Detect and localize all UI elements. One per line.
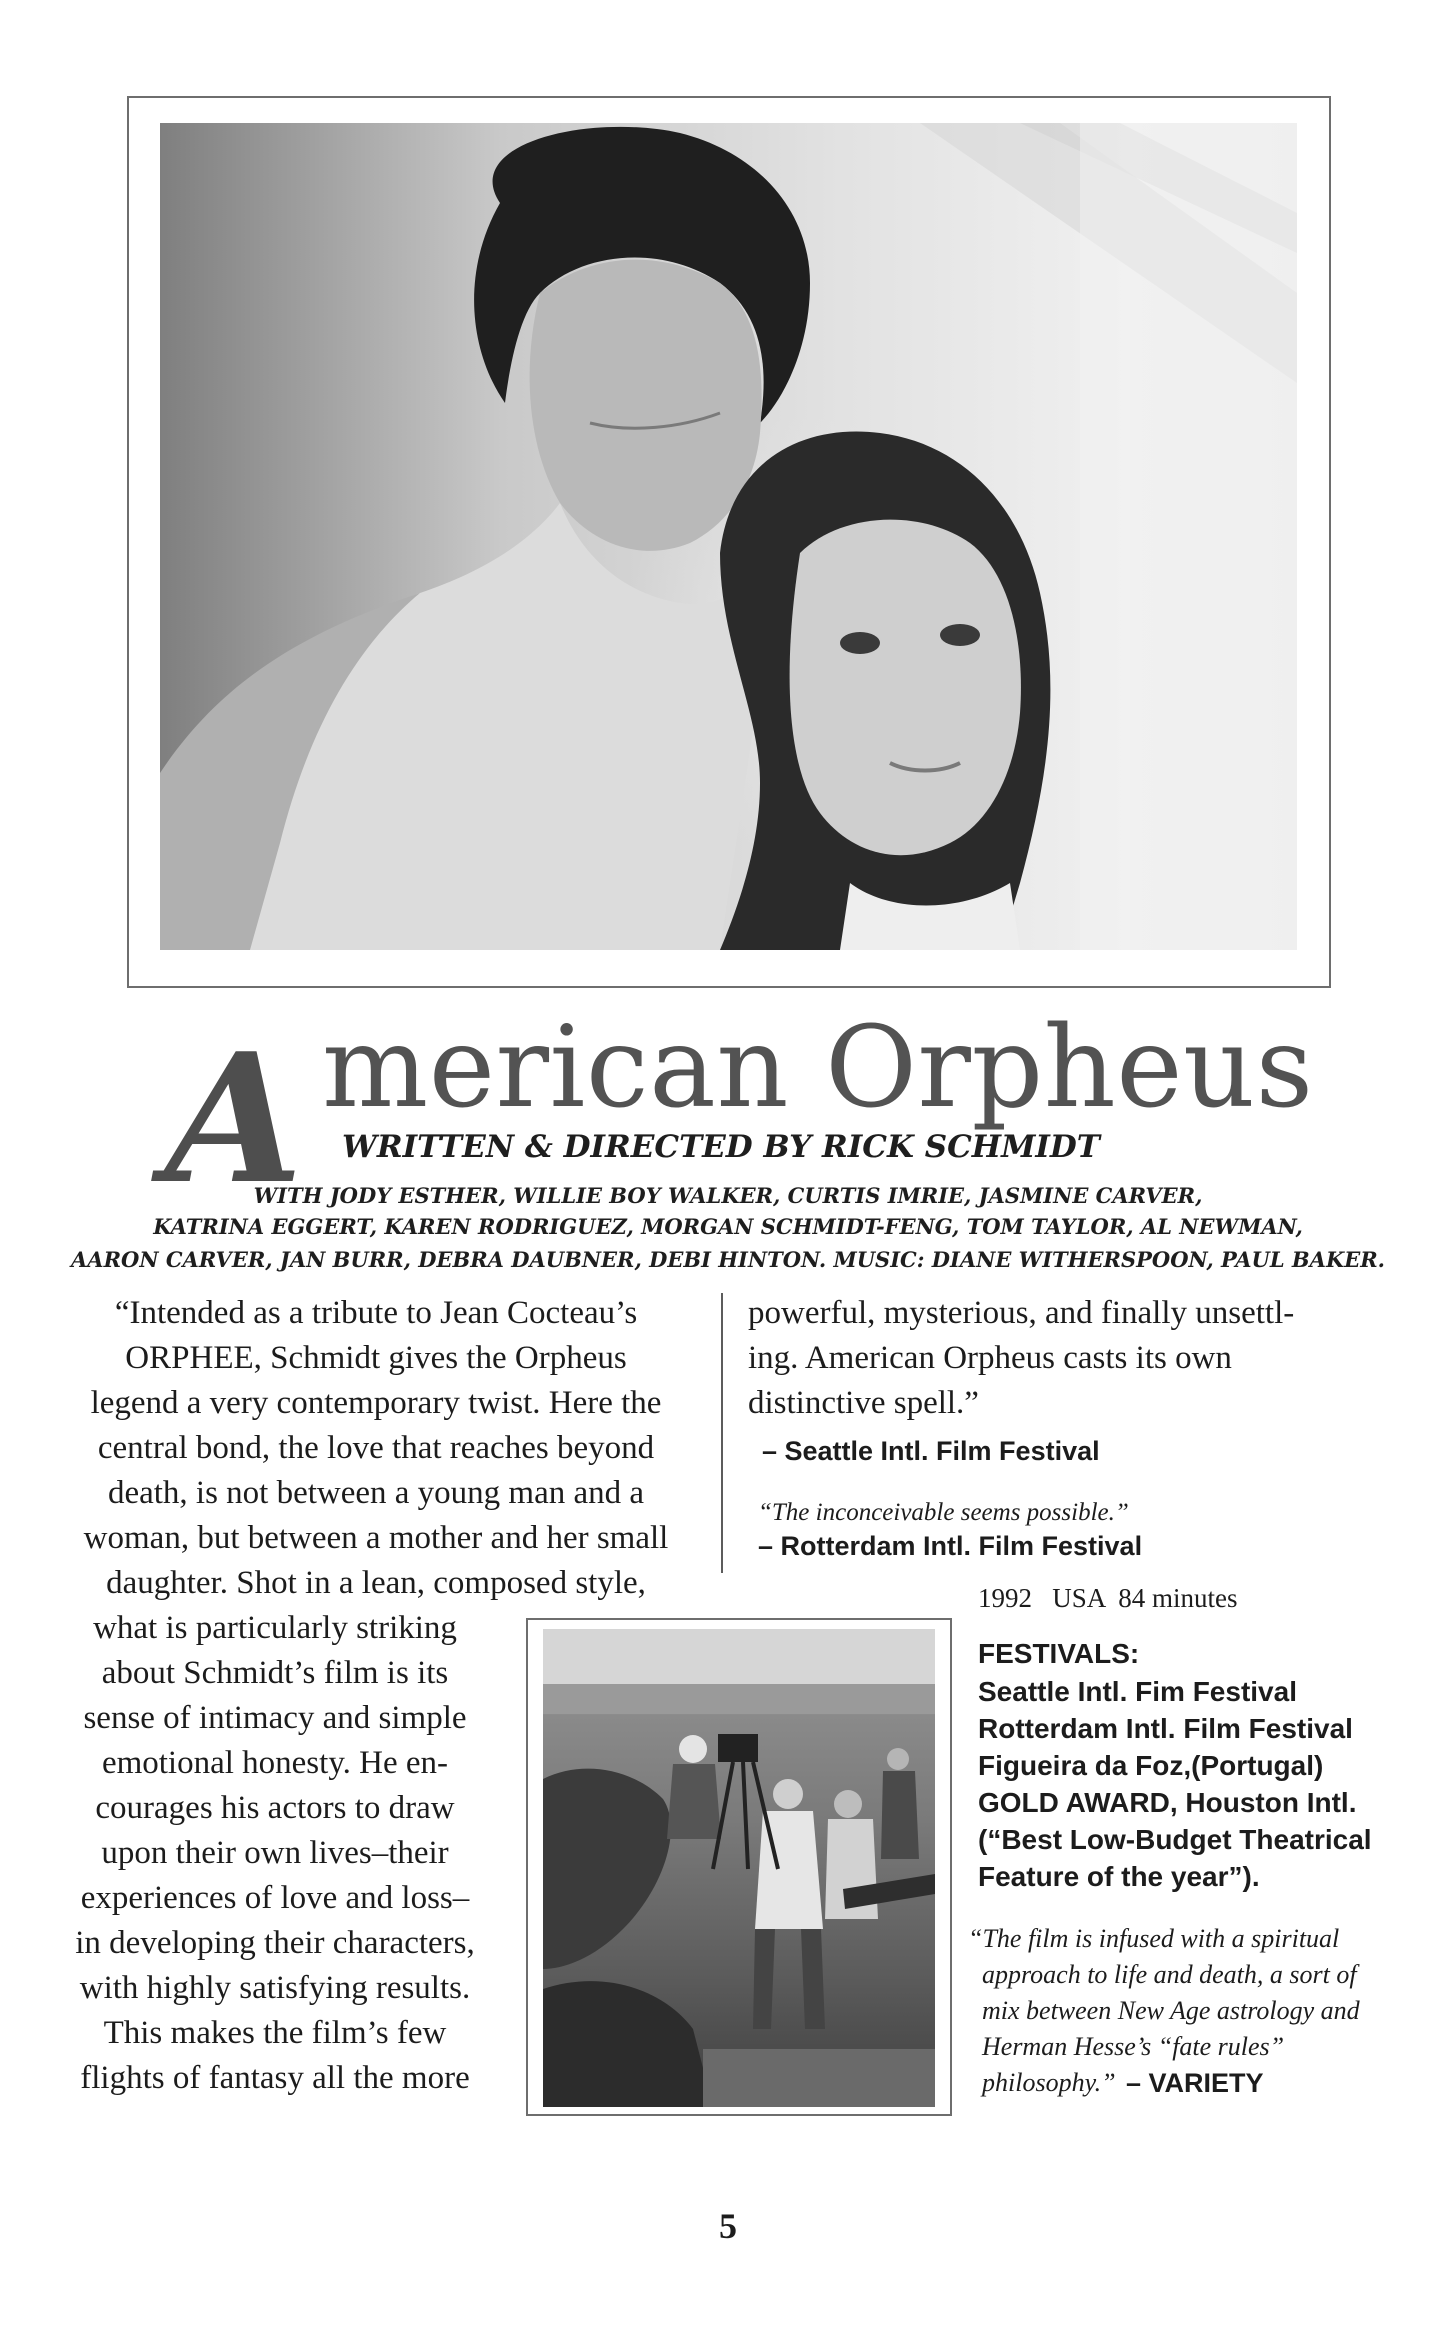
festival-item: (“Best Low-Budget Theatrical xyxy=(978,1824,1372,1855)
variety-quote-line: philosophy.” xyxy=(982,2068,1116,2097)
festival-item: Feature of the year”). xyxy=(978,1861,1260,1892)
quote-continuation-line: ing. American Orpheus casts its own xyxy=(748,1340,1232,1376)
festival-item: Rotterdam Intl. Film Festival xyxy=(978,1713,1353,1744)
quote-line: emotional honesty. He en- xyxy=(101,1745,449,1781)
quote-line: central bond, the love that reaches beyond xyxy=(97,1430,655,1466)
variety-quote-line: “The film is infused with a spiritual xyxy=(968,1924,1340,1953)
quote-line: legend a very contemporary twist. Here the xyxy=(90,1385,662,1421)
crew-photo-frame xyxy=(526,1618,952,2116)
column-divider xyxy=(721,1293,723,1573)
quote-line: ORPHEE, Schmidt gives the Orpheus xyxy=(125,1340,627,1376)
festival-item: Figueira da Foz,(Portugal) xyxy=(978,1750,1324,1781)
attribution-rotterdam: – Rotterdam Intl. Film Festival xyxy=(758,1531,1143,1561)
quote-line: with highly satisfying results. xyxy=(79,1970,471,2006)
director-credit: WRITTEN & DIRECTED BY RICK SCHMIDT xyxy=(342,1129,1100,1165)
quote-line: upon their own lives–their xyxy=(101,1835,449,1871)
attribution-seattle: – Seattle Intl. Film Festival xyxy=(762,1436,1100,1466)
quote-continuation-line: distinctive spell.” xyxy=(748,1385,979,1421)
cast-line-1: WITH JODY ESTHER, WILLIE BOY WALKER, CURTIS IMRIE, JASMINE CARVER, xyxy=(253,1183,1203,1208)
quote-line: courages his actors to draw xyxy=(95,1790,455,1826)
crew-photo-illustration xyxy=(543,1629,935,2107)
quote-line: about Schmidt’s film is its xyxy=(101,1655,449,1691)
film-facts: 1992 USA 84 minutes xyxy=(978,1583,1238,1613)
page-title: merican Orpheus xyxy=(322,1003,1314,1133)
quote-line: experiences of love and loss– xyxy=(80,1880,470,1916)
quote-line: flights of fantasy all the more xyxy=(80,2060,470,2096)
cast-line-2: KATRINA EGGERT, KAREN RODRIGUEZ, MORGAN SCHMIDT-FENG, TOM TAYLOR, AL NEWMAN, xyxy=(153,1214,1303,1239)
page-number: 5 xyxy=(719,2206,737,2246)
variety-quote-line: Herman Hesse’s “fate rules” xyxy=(982,2032,1285,2061)
quote-line: daughter. Shot in a lean, composed style, xyxy=(106,1565,646,1601)
hero-photo-illustration xyxy=(160,123,1297,950)
quote-line: woman, but between a mother and her small xyxy=(83,1520,669,1556)
variety-quote-line: mix between New Age astrology and xyxy=(982,1996,1360,2025)
quote-line: This makes the film’s few xyxy=(103,2015,447,2051)
title-initial-letter: A xyxy=(165,1014,304,1223)
rotterdam-quote: “The inconceivable seems possible.” xyxy=(758,1499,1129,1526)
quote-line: “Intended as a tribute to Jean Cocteau’s xyxy=(114,1295,638,1331)
variety-quote-line: approach to life and death, a sort of xyxy=(982,1960,1357,1989)
hero-photo-frame xyxy=(127,96,1331,988)
quote-line: in developing their characters, xyxy=(75,1925,475,1961)
cast-line-3: AARON CARVER, JAN BURR, DEBRA DAUBNER, DEBI HINTON. MUSIC: DIANE WITHERSPOON, PAUL BAKER. xyxy=(71,1247,1385,1272)
festival-item: GOLD AWARD, Houston Intl. xyxy=(978,1787,1357,1818)
quote-line: sense of intimacy and simple xyxy=(83,1700,467,1736)
quote-line: death, is not between a young man and a xyxy=(107,1475,645,1511)
festival-item: Seattle Intl. Fim Festival xyxy=(978,1676,1297,1707)
festivals-heading: FESTIVALS: xyxy=(978,1638,1140,1669)
quote-continuation-line: powerful, mysterious, and finally unsettl- xyxy=(748,1295,1295,1331)
crew-photo-beach-shoot xyxy=(543,1629,935,2107)
quote-line: what is particularly striking xyxy=(93,1610,457,1646)
variety-attribution: – VARIETY xyxy=(1126,2068,1264,2098)
hero-photo-mother-and-daughter xyxy=(160,123,1297,950)
